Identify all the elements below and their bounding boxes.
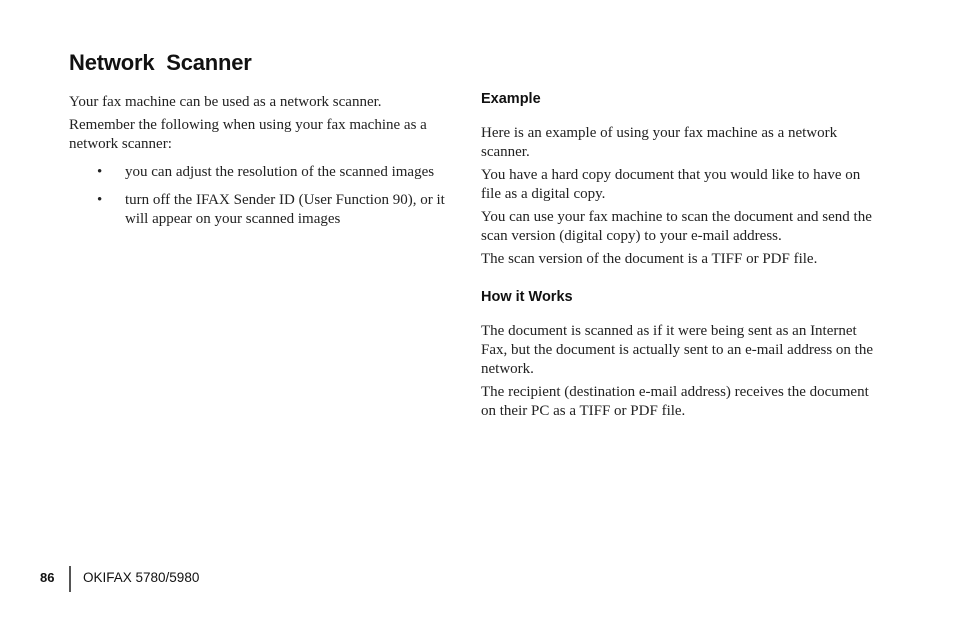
left-column [69, 93, 457, 238]
example-paragraph: Here is an example of using your fax machine as a network scanner. [481, 125, 838, 160]
example-paragraph: You can use your fax machine to scan the document and send the scan version (digital copy) to your e-mail address. [481, 209, 872, 244]
bullet-icon: • [97, 192, 103, 208]
footer-divider [69, 566, 71, 592]
bullet-icon: • [97, 164, 103, 180]
reminder-list [69, 163, 457, 229]
example-paragraph: The scan version of the document is a TIFF or PDF file. [481, 251, 818, 267]
how-it-works-paragraph: The document is scanned as if it were being sent as an Internet Fax, but the document is actually sent to an e-mail address on the network. [481, 323, 873, 377]
how-it-works-paragraph: The recipient (destination e-mail address) receives the document on their PC as a TIFF or PDF file. [481, 384, 869, 419]
page-number: 86 [40, 570, 55, 585]
how-it-works-heading: How it Works [481, 289, 573, 305]
right-column [481, 90, 876, 425]
list-item-text: turn off the IFAX Sender ID (User Function 90), or it will appear on your scanned images [125, 192, 445, 227]
example-paragraph: You have a hard copy document that you would like to have on file as a digital copy. [481, 167, 861, 202]
reminder-paragraph: Remember the following when using your fax machine as a network scanner: [69, 117, 427, 152]
example-heading: Example [481, 91, 541, 107]
page-title: Network Scanner [69, 50, 252, 75]
list-item-text: you can adjust the resolution of the scanned images [125, 164, 435, 180]
product-name: OKIFAX 5780/5980 [83, 570, 200, 585]
list-item [69, 163, 457, 182]
list-item [69, 191, 457, 229]
intro-paragraph: Your fax machine can be used as a network scanner. [69, 94, 382, 110]
